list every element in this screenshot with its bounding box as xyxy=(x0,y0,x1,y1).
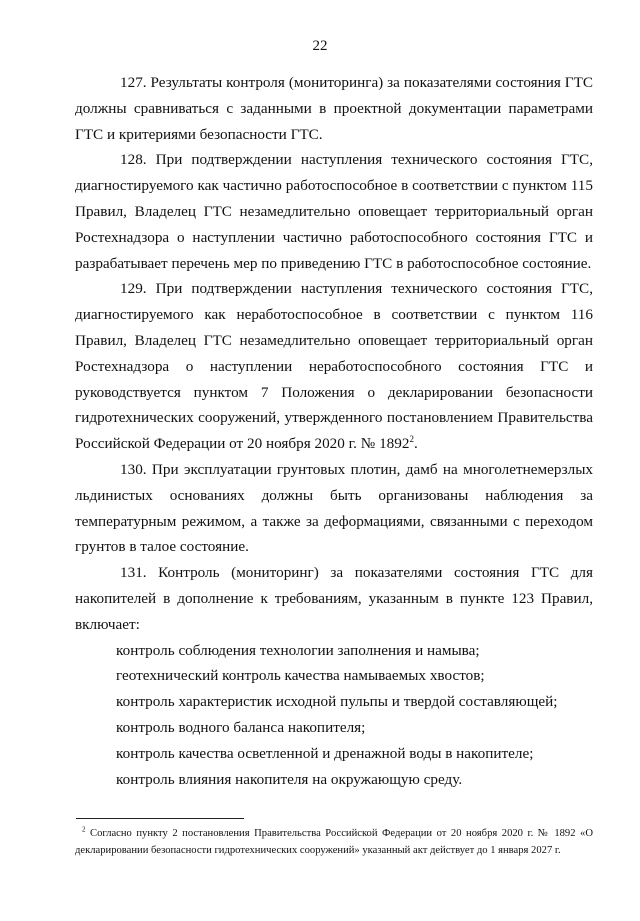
paragraph-128: 128. При подтверждении наступления технического состояния ГТС, диагностируемого как частично работоспособное в соответствии с пунктом 115 Правил, Владелец ГТС незамедлительно оповещает территориальный орган Ростехнадзора о наступлении частично работоспособного состояния ГТС и разрабатывает перечень мер по приведению ГТС в работоспособное состояние. xyxy=(75,151,593,272)
paragraph-129 xyxy=(75,276,593,457)
paragraph-127: 127. Результаты контроля (мониторинга) за показателями состояния ГТС должны сравниваться с заданными в проектной документации параметрами ГТС и критериями безопасности ГТС. xyxy=(75,74,593,143)
paragraph-129-text: 129. При подтверждении наступления технического состояния ГТС, диагностируемого как неработоспособное в соответствии с пунктом 116 Правил, Владелец ГТС незамедлительно оповещает территориальный орган Ростехнадзора о наступлении неработоспособного состояния ГТС и руководствуется пунктом 7 Положения о декларировании безопасности гидротехнических сооружений, утвержденного постановлением Правительства Российской Федерации от 20 ноября 2020 г. № 1892 xyxy=(75,280,593,453)
list-item: контроль влияния накопителя на окружающую среду. xyxy=(116,770,463,788)
list-item: контроль качества осветленной и дренажной воды в накопителе; xyxy=(116,744,534,762)
document-body xyxy=(75,70,593,792)
list-item: контроль соблюдения технологии заполнения и намыва; xyxy=(116,641,480,659)
footnote-reference[interactable]: 2 xyxy=(409,434,414,445)
list-item: контроль характеристик исходной пульпы и твердой составляющей; xyxy=(116,693,558,711)
footnote-separator xyxy=(76,818,244,819)
paragraph-131: 131. Контроль (мониторинг) за показателями состояния ГТС для накопителей в дополнение к требованиям, указанным в пункте 123 Правил, включает: xyxy=(75,564,593,633)
list-item: геотехнический контроль качества намываемых хвостов; xyxy=(116,667,485,685)
paragraph-130: 130. При эксплуатации грунтовых плотин, дамб на многолетнемерзлых льдинистых основаниях должны быть организованы наблюдения за температурным режимом, а также за деформациями, связанными с переходом грунтов в талое состояние. xyxy=(75,460,593,556)
page-number: 22 xyxy=(312,38,328,54)
paragraph-129-tail: . xyxy=(413,435,418,453)
footnote-marker: 2 xyxy=(82,825,86,834)
list-item: контроль водного баланса накопителя; xyxy=(116,718,366,736)
footnote xyxy=(75,825,593,859)
footnote-text: Согласно пункту 2 постановления Правительства Российской Федерации от 20 ноября 2020 г. № 1892 «О декларировании безопасности гидротехнических сооружений» указанный акт действует до 1 января 2027 г. xyxy=(75,828,593,856)
